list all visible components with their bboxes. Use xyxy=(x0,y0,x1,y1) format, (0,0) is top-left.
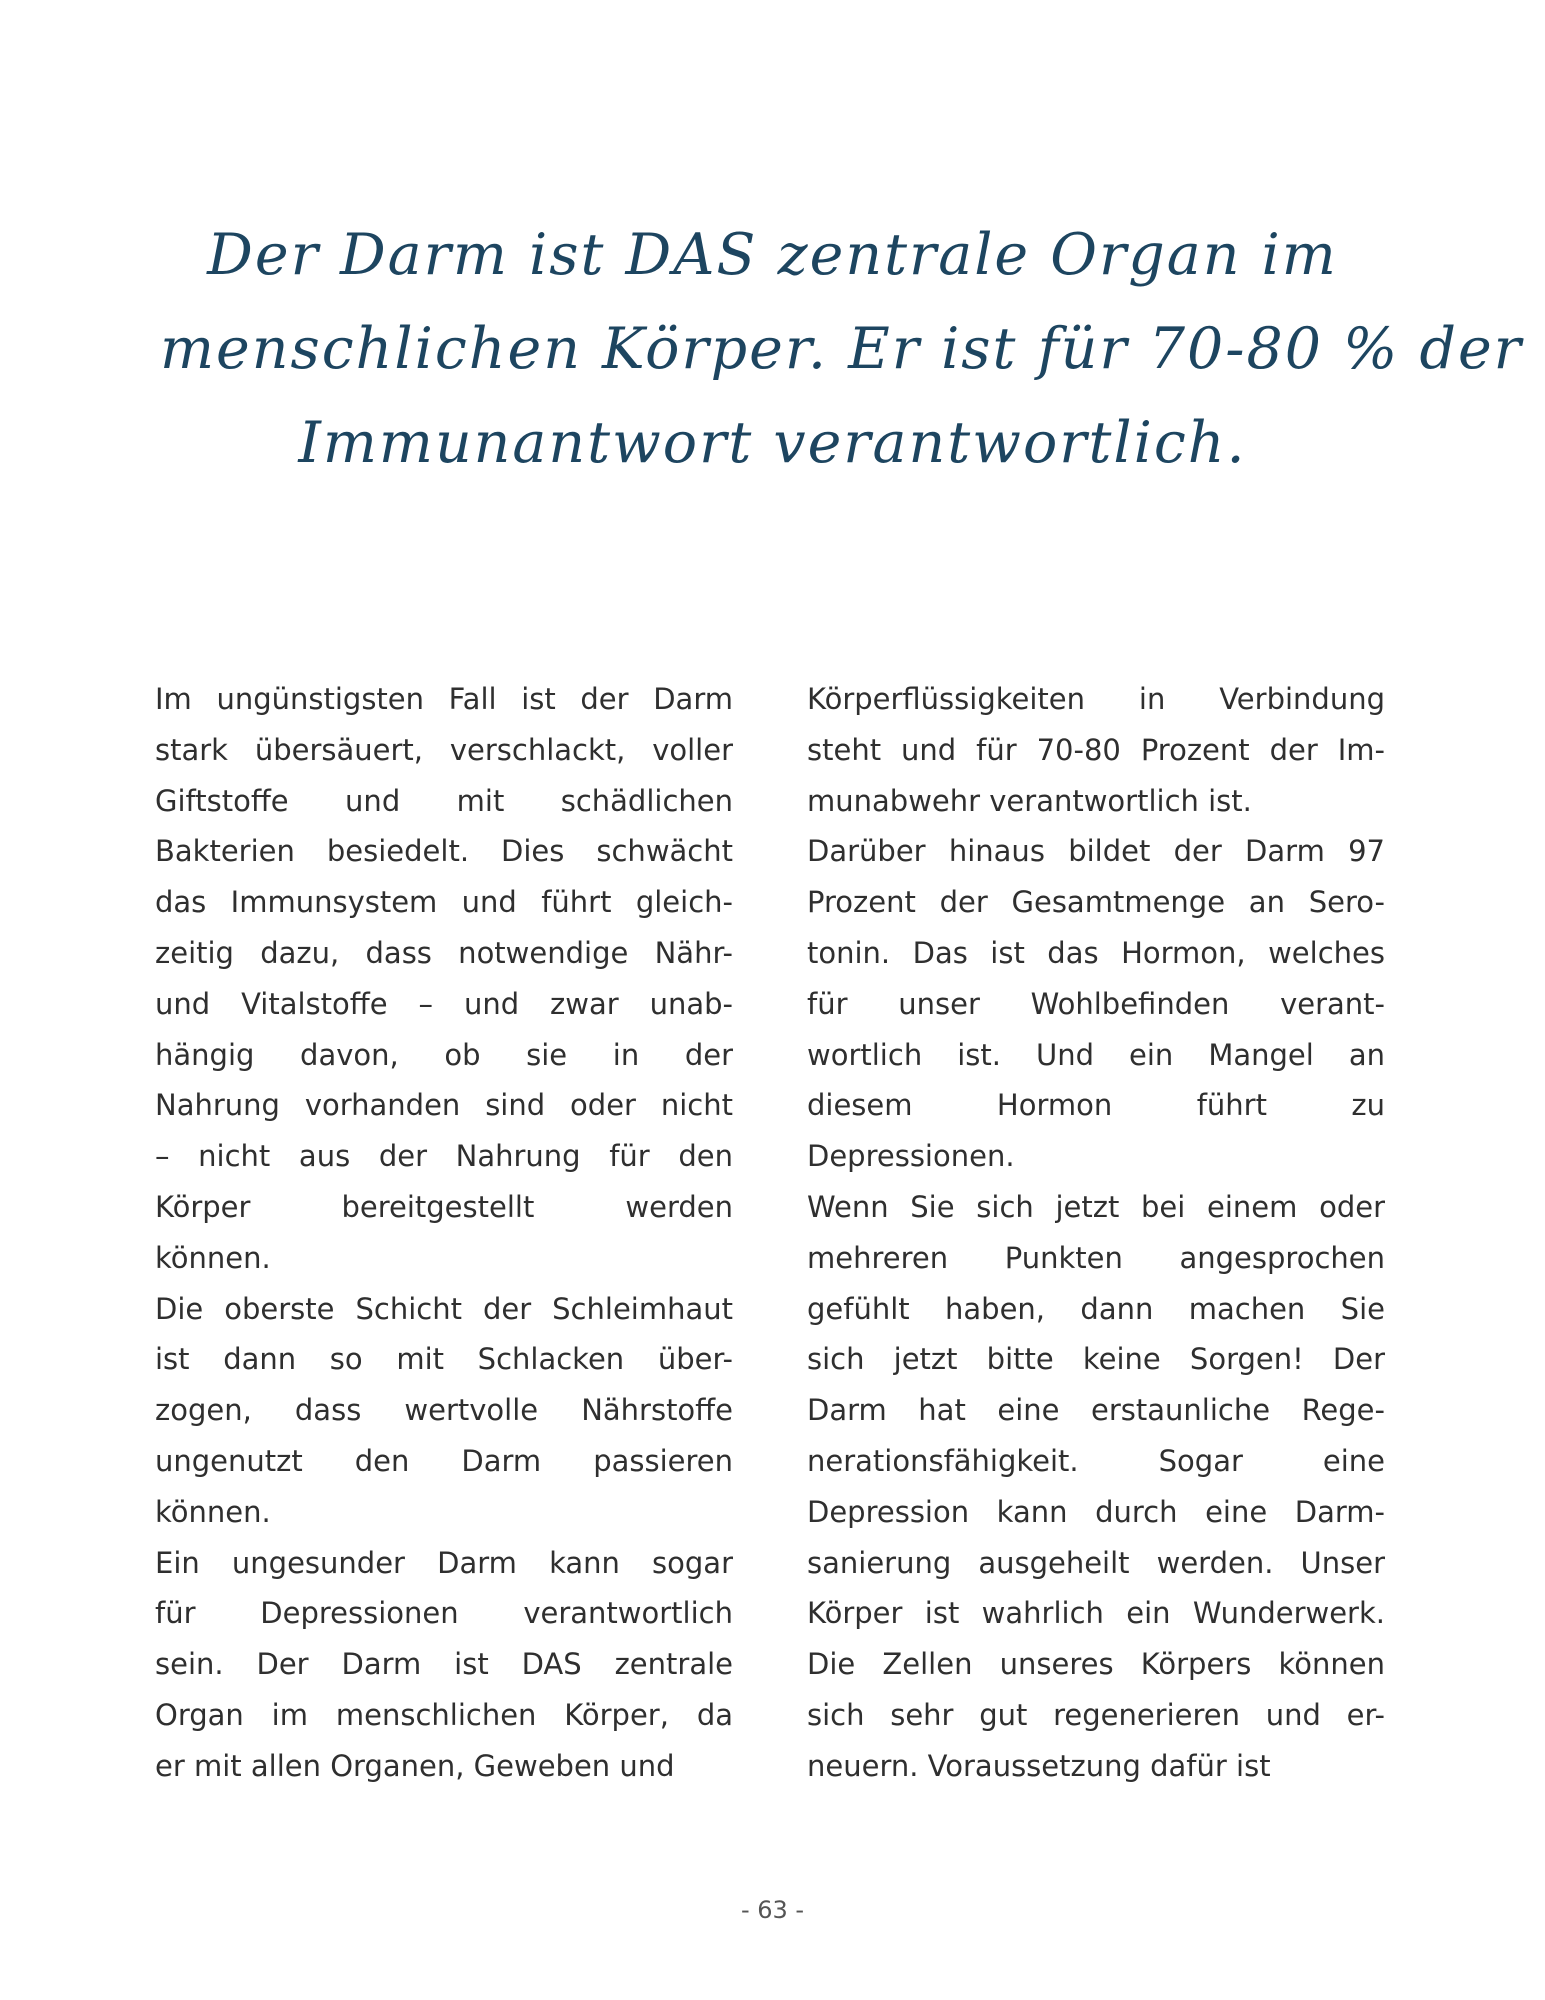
text-line: mehreren Punkten angesprochen xyxy=(807,1240,1385,1275)
text-line: Depressionen. xyxy=(807,1139,1015,1174)
text-line: Darm hat eine erstaunliche Rege- xyxy=(807,1393,1385,1428)
text-line: Die oberste Schicht der Schleimhaut xyxy=(155,1291,733,1326)
text-line: sich jetzt bitte keine Sorgen! Der xyxy=(807,1342,1385,1377)
text-line: Nahrung vorhanden sind oder nicht xyxy=(155,1088,733,1123)
left-text-column xyxy=(155,674,733,1792)
text-line: sein. Der Darm ist DAS zentrale xyxy=(155,1647,733,1682)
text-line: und Vitalstoffe – und zwar unab- xyxy=(155,986,733,1021)
text-line: stark übersäuert, verschlackt, voller xyxy=(155,732,733,767)
text-line: können. xyxy=(155,1494,271,1529)
text-line: können. xyxy=(155,1240,271,1275)
text-line: diesem Hormon führt zu xyxy=(807,1088,1385,1123)
text-line: für unser Wohlbefinden verant- xyxy=(807,986,1385,1021)
right-text-column xyxy=(807,674,1385,1792)
pull-quote-line: menschlichen Körper. Er ist für 70-80 % der xyxy=(160,316,1523,382)
text-line: ist dann so mit Schlacken über- xyxy=(155,1342,733,1377)
pull-quote-line: Immunantwort verantwortlich. xyxy=(298,410,1247,476)
text-line: Körper bereitgestellt werden xyxy=(155,1189,733,1224)
text-line: Darüber hinaus bildet der Darm 97 xyxy=(807,834,1385,869)
text-line: Depression kann durch eine Darm- xyxy=(807,1494,1385,1529)
text-line: Ein ungesunder Darm kann sogar xyxy=(155,1545,733,1580)
text-line: wortlich ist. Und ein Mangel an xyxy=(807,1037,1385,1072)
page-number: - 63 - xyxy=(740,1896,805,1924)
text-line: er mit allen Organen, Geweben und xyxy=(155,1748,675,1783)
text-line: tonin. Das ist das Hormon, welches xyxy=(807,935,1385,970)
text-line: zeitig dazu, dass notwendige Nähr- xyxy=(155,935,733,970)
text-line: Die Zellen unseres Körpers können xyxy=(807,1647,1385,1682)
text-line: neuern. Voraussetzung dafür ist xyxy=(807,1748,1271,1783)
text-line: nerationsfähigkeit. Sogar eine xyxy=(807,1443,1385,1478)
text-line: sich sehr gut regenerieren und er- xyxy=(807,1697,1385,1732)
text-line: gefühlt haben, dann machen Sie xyxy=(807,1291,1385,1326)
text-line: Wenn Sie sich jetzt bei einem oder xyxy=(807,1189,1385,1224)
text-line: steht und für 70-80 Prozent der Im- xyxy=(807,732,1385,767)
pull-quote xyxy=(160,208,1523,490)
text-line: das Immunsystem und führt gleich- xyxy=(155,885,733,920)
text-line: Körper ist wahrlich ein Wunderwerk. xyxy=(807,1596,1385,1631)
text-line: – nicht aus der Nahrung für den xyxy=(155,1139,733,1174)
text-line: hängig davon, ob sie in der xyxy=(155,1037,733,1072)
text-line: Im ungünstigsten Fall ist der Darm xyxy=(155,682,733,716)
text-line: munabwehr verantwortlich ist. xyxy=(807,783,1252,818)
text-line: für Depressionen verantwortlich xyxy=(155,1596,733,1631)
pull-quote-line: Der Darm ist DAS zentrale Organ im xyxy=(207,222,1338,288)
text-line: Giftstoffe und mit schädlichen xyxy=(155,783,733,818)
text-line: Körperflüssigkeiten in Verbindung xyxy=(807,682,1385,716)
text-line: sanierung ausgeheilt werden. Unser xyxy=(807,1545,1385,1580)
text-line: zogen, dass wertvolle Nährstoffe xyxy=(155,1393,733,1428)
text-line: ungenutzt den Darm passieren xyxy=(155,1443,733,1478)
text-line: Prozent der Gesamtmenge an Sero- xyxy=(807,885,1385,920)
text-line: Bakterien besiedelt. Dies schwächt xyxy=(155,834,733,869)
text-line: Organ im menschlichen Körper, da xyxy=(155,1697,733,1732)
